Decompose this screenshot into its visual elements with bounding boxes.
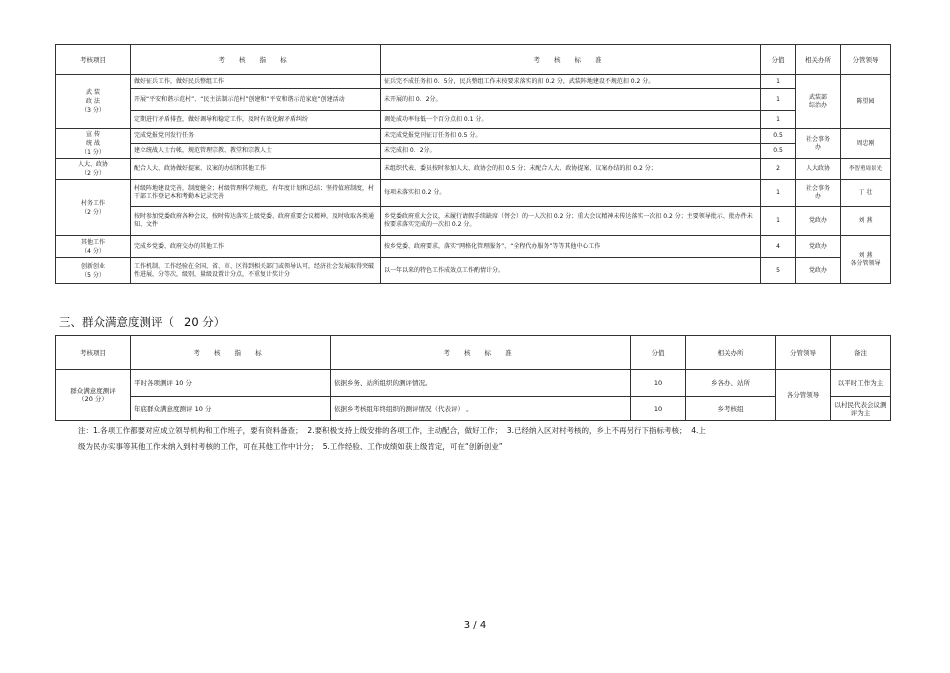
table-row bbox=[56, 397, 891, 421]
group-armed: 武 装 政 法 （3 分） bbox=[56, 75, 131, 129]
score-cell: 10 bbox=[631, 397, 686, 421]
leader-cell: 各分管领导 bbox=[776, 370, 831, 421]
standard-cell: 未完成党报党刊征订任务扣 0.5 分。 bbox=[381, 129, 761, 144]
page-number: 3 / 4 bbox=[463, 620, 487, 631]
header-standard: 考 核 标 准 bbox=[381, 45, 761, 75]
footnote: 注：1.各项工作都要对应成立领导机构和工作班子，要有资料备查； 2.要积极支持上级安排的各项工作，主动配合，做好工作； 3.已经纳入区对村考核的，乡上不再另行下指标考核； 4.上 级为民办实事等其他工作未纳入到村考核的工作，可在其他工作中计分； 5.工作经验、工作成绩如获上级肯定，可在“创新创业” bbox=[78, 426, 706, 451]
header-office: 相关办所 bbox=[686, 336, 776, 370]
table-row bbox=[56, 258, 891, 284]
standard-cell: 每项未落实扣 0.2 分。 bbox=[381, 180, 761, 207]
header-score: 分值 bbox=[761, 45, 796, 75]
standard-cell: 调处成功率每低一个百分点扣 0.1 分。 bbox=[381, 111, 761, 129]
indicator-cell: 完成乡党委、政府交办的其他工作 bbox=[131, 236, 381, 258]
standard-cell: 依据乡考核组年终组织的测评情况（代表评） 。 bbox=[331, 397, 631, 421]
leader-cell: 刘 燕 bbox=[841, 207, 891, 236]
header-standard: 考 核 标 准 bbox=[331, 336, 631, 370]
office-cell: 人大政协 bbox=[796, 159, 841, 180]
indicator-cell: 建立统战人士台帐，规范管理宗教、教堂和宗教人士 bbox=[131, 144, 381, 159]
group-npc: 人大、政协 （2 分） bbox=[56, 159, 131, 180]
group-publicity: 宣 传 统 战 （1 分） bbox=[56, 129, 131, 159]
score-cell: 4 bbox=[761, 236, 796, 258]
header-leader: 分管领导 bbox=[841, 45, 891, 75]
indicator-cell: 开展“平安和谐示范村”、“民主法制示范村”创建和“平安和谐示范家庭”创建活动 bbox=[131, 89, 381, 111]
header-score: 分值 bbox=[631, 336, 686, 370]
table-row bbox=[56, 207, 891, 236]
indicator-cell: 年底群众满意度测评 10 分 bbox=[131, 397, 331, 421]
group-other: 其他工作 （4 分） bbox=[56, 236, 131, 258]
group-innovation: 创新创业 （5 分） bbox=[56, 258, 131, 284]
header-leader: 分管领导 bbox=[776, 336, 831, 370]
remark-cell: 以村民代表会议测评为主 bbox=[831, 397, 891, 421]
standard-cell: 未完成扣 0．2分。 bbox=[381, 144, 761, 159]
leader-cell: 丁 壮 bbox=[841, 180, 891, 207]
leader-cell: 李智勇周景光 bbox=[841, 159, 891, 180]
item-cell: 群众满意度测评 （20 分） bbox=[56, 370, 131, 421]
section-points: 20 分） bbox=[184, 315, 226, 329]
header-item: 考核项目 bbox=[56, 45, 131, 75]
table-row bbox=[56, 370, 891, 397]
score-cell: 0.5 bbox=[761, 144, 796, 159]
score-cell: 1 bbox=[761, 75, 796, 89]
standard-cell: 依据乡务、站所组织的测评情况。 bbox=[331, 370, 631, 397]
office-cell: 乡各办、站所 bbox=[686, 370, 776, 397]
table-header-row bbox=[56, 336, 891, 370]
table-header-row bbox=[56, 45, 891, 75]
office-cell: 乡考核组 bbox=[686, 397, 776, 421]
indicator-cell: 平时各项测评 10 分 bbox=[131, 370, 331, 397]
group-village: 村务工作 （2 分） bbox=[56, 180, 131, 236]
section-title bbox=[59, 314, 225, 330]
indicator-cell: 做好征兵工作，做好民兵整组工作 bbox=[131, 75, 381, 89]
section-title-text: 三、群众满意度测评（ bbox=[59, 315, 174, 329]
office-cell: 社会事务 办 bbox=[796, 180, 841, 207]
header-remark: 备注 bbox=[831, 336, 891, 370]
score-cell: 1 bbox=[761, 180, 796, 207]
assessment-table-2 bbox=[55, 335, 891, 421]
score-cell: 2 bbox=[761, 159, 796, 180]
indicator-cell: 定期进行矛盾排查，做好调导和稳定工作，及时有效化解矛盾纠纷 bbox=[131, 111, 381, 129]
table-row bbox=[56, 144, 891, 159]
indicator-cell: 完成党报党刊发行任务 bbox=[131, 129, 381, 144]
leader-cell: 陈望园 bbox=[841, 75, 891, 129]
office-cell: 党政办 bbox=[796, 236, 841, 258]
score-cell: 1 bbox=[761, 89, 796, 111]
standard-cell: 乡党委政府重大会议，未履行请假手续缺席（替会）的一人次扣 0.2 分；重大会议精神未传达落实一次扣 0.2 分；主要领导批示、批办件未按要求落实完成的一次扣 0.2 分。 bbox=[381, 207, 761, 236]
score-cell: 5 bbox=[761, 258, 796, 284]
score-cell: 10 bbox=[631, 370, 686, 397]
assessment-table-1 bbox=[55, 44, 891, 284]
score-cell: 1 bbox=[761, 207, 796, 236]
standard-cell: 按乡党委、政府要求，落实“网格化管理服务”、“全程代办服务”等等其他中心工作 bbox=[381, 236, 761, 258]
leader-cell: 周忠刚 bbox=[841, 129, 891, 159]
indicator-cell: 村级阵地建设完善，制度健全；村级管理科学规范，有年度计划和总结；坚持值班制度，村干部工作登记本和考勤本记录完善 bbox=[131, 180, 381, 207]
standard-cell: 未开展的扣 0．2分。 bbox=[381, 89, 761, 111]
standard-cell: 征兵完不成任务扣 0．5分，民兵整组工作未按要求落实的扣 0.2 分，武装阵地建设不规范扣 0.2 分。 bbox=[381, 75, 761, 89]
indicator-cell: 配合人大、政协做好提案、议案的办结和其他工作 bbox=[131, 159, 381, 180]
table-row bbox=[56, 89, 891, 111]
header-item: 考核项目 bbox=[56, 336, 131, 370]
table-row bbox=[56, 75, 891, 89]
indicator-cell: 按时参加党委政府各种会议，按时传达落实上级党委、政府重要会议精神，及时收取各类通知、文件 bbox=[131, 207, 381, 236]
office-cell: 党政办 bbox=[796, 258, 841, 284]
table-row bbox=[56, 111, 891, 129]
table-row bbox=[56, 129, 891, 144]
indicator-cell: 工作机制、工作经验在全国、省、市、区得到相关部门或领导认可，经济社会发展取得突破性进展，分等次，级别，量级设置计分点，不重复计奖计分 bbox=[131, 258, 381, 284]
table-row bbox=[56, 236, 891, 258]
header-office: 相关办所 bbox=[796, 45, 841, 75]
header-indicator: 考 核 指 标 bbox=[131, 45, 381, 75]
score-cell: 1 bbox=[761, 111, 796, 129]
office-cell: 党政办 bbox=[796, 207, 841, 236]
leader-cell: 刘 燕 各分管领导 bbox=[841, 236, 891, 284]
score-cell: 0.5 bbox=[761, 129, 796, 144]
header-indicator: 考 核 指 标 bbox=[131, 336, 331, 370]
table-row bbox=[56, 159, 891, 180]
table-row bbox=[56, 180, 891, 207]
office-cell: 武装部 综治办 bbox=[796, 75, 841, 129]
standard-cell: 未组织代表、委员按时参加人大、政协会的扣 0.5 分；未配合人大、政协提案、议案办结的扣 0.2 分； bbox=[381, 159, 761, 180]
office-cell: 社会事务 办 bbox=[796, 129, 841, 159]
remark-cell: 以平时工作为主 bbox=[831, 370, 891, 397]
standard-cell: 以一年以来的特色工作成效点工作酌情计分。 bbox=[381, 258, 761, 284]
